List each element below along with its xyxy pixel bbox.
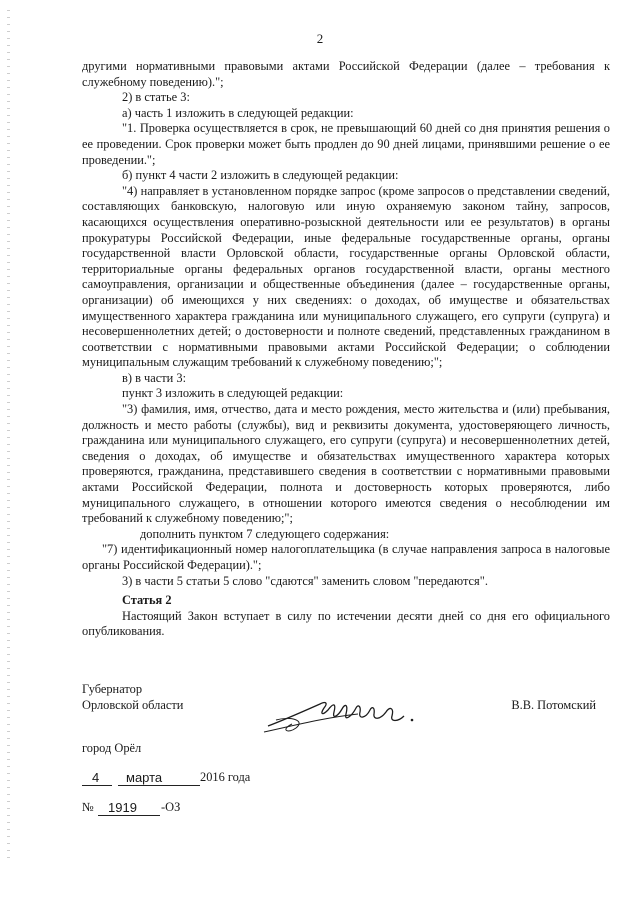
date-day-underline	[82, 785, 112, 786]
handwritten-signature	[262, 690, 422, 740]
scan-edge-marks	[7, 10, 10, 860]
signer-name: В.В. Потомский	[511, 698, 596, 712]
paragraph: дополнить пунктом 7 следующего содержания:	[140, 526, 390, 541]
paragraph: пункт 3 изложить в следующей редакции:	[122, 386, 344, 401]
signer-position-line: Губернатор	[82, 682, 143, 696]
paragraph: в) в части 3:	[122, 370, 187, 385]
law-number-suffix: -ОЗ	[161, 800, 181, 814]
date-day: 4	[92, 770, 100, 785]
paragraph: 2) в статье 3:	[122, 90, 190, 105]
paragraph: "4) направляет в установленном порядке запрос (кроме запросов о представлении сведений, составляющих банковскую, налоговую или иную охраняемую законом тайну, запросов, касающихся осуществления оперативно-розыскной деятельности или ее результатов) в органы прокуратуры Российской Федерации, иные федеральные государственные органы, органы государственной власти Орловской области, государственные органы Орловской области, территориальные органы федеральных органов государственной власти, органы местного самоуправления, организации и общественные объединения (далее – государственные органы, организации) об имеющихся у них сведениях: о доходах, об имуществе и обязательствах имущественного характера гражданина или муниципального служащего, его супруги (супруга) и несовершеннолетних детей; о достоверности и полноте сведений, представленных гражданином в соответствии с нормативными правовыми актами Российской Федерации; о соблюдении муниципальным служащим требований к служебному поведению;";	[82, 183, 610, 370]
paragraph: "1. Проверка осуществляется в срок, не превышающий 60 дней со дня принятия решения о ее проведении. Срок проверки может быть продлен до 90 дней лицами, принявшими решение о ее проведении.";	[82, 121, 610, 167]
signer-position	[82, 682, 183, 713]
signing-city: город Орёл	[82, 741, 142, 755]
date-month: марта	[126, 770, 163, 785]
paragraph: а) часть 1 изложить в следующей редакции:	[122, 105, 354, 120]
date-year: 2016 года	[200, 770, 251, 784]
paragraph: "7) идентификационный номер налогоплательщика (в случае направления запроса в налоговые органы Российской Федерации).";	[82, 542, 610, 572]
paragraph: б) пункт 4 части 2 изложить в следующей редакции:	[122, 168, 399, 183]
date-month-underline	[118, 785, 200, 786]
law-number-underline	[98, 815, 160, 816]
article-title: Статья 2	[122, 593, 172, 607]
law-number-value: 1919	[108, 800, 137, 815]
article-text: Настоящий Закон вступает в силу по истечении десяти дней со дня его официального опубликования.	[82, 608, 610, 639]
signer-position-line: Орловской области	[82, 697, 184, 712]
page-number: 2	[316, 31, 324, 46]
law-amendments-text	[82, 59, 610, 589]
article-2	[82, 593, 610, 640]
number-sign: №	[82, 800, 94, 814]
paragraph: "3) фамилия, имя, отчество, дата и место рождения, место жительства и (или) пребывания, должность и место работы (службы), вид и реквизиты документа, удостоверяющего личность, гражданина или муниципального служащего, его супруги (супруга) и несовершеннолетних детей, сведения о доходах, об имуществе и обязательствах имущественного характера которых проверяются, гражданина, представившего сведения в соответствии с нормативными правовыми актами Российской Федерации, полнота и достоверность которых проверяются, либо муниципального служащего, в отношении которого имеются сведения о несоблюдении им требований к служебному поведению;";	[82, 402, 610, 526]
paragraph: другими нормативными правовыми актами Российской Федерации (далее – требования к служебному поведению).";	[82, 59, 610, 89]
paragraph: 3) в части 5 статьи 5 слово "сдаются" заменить словом "передаются".	[122, 573, 488, 588]
